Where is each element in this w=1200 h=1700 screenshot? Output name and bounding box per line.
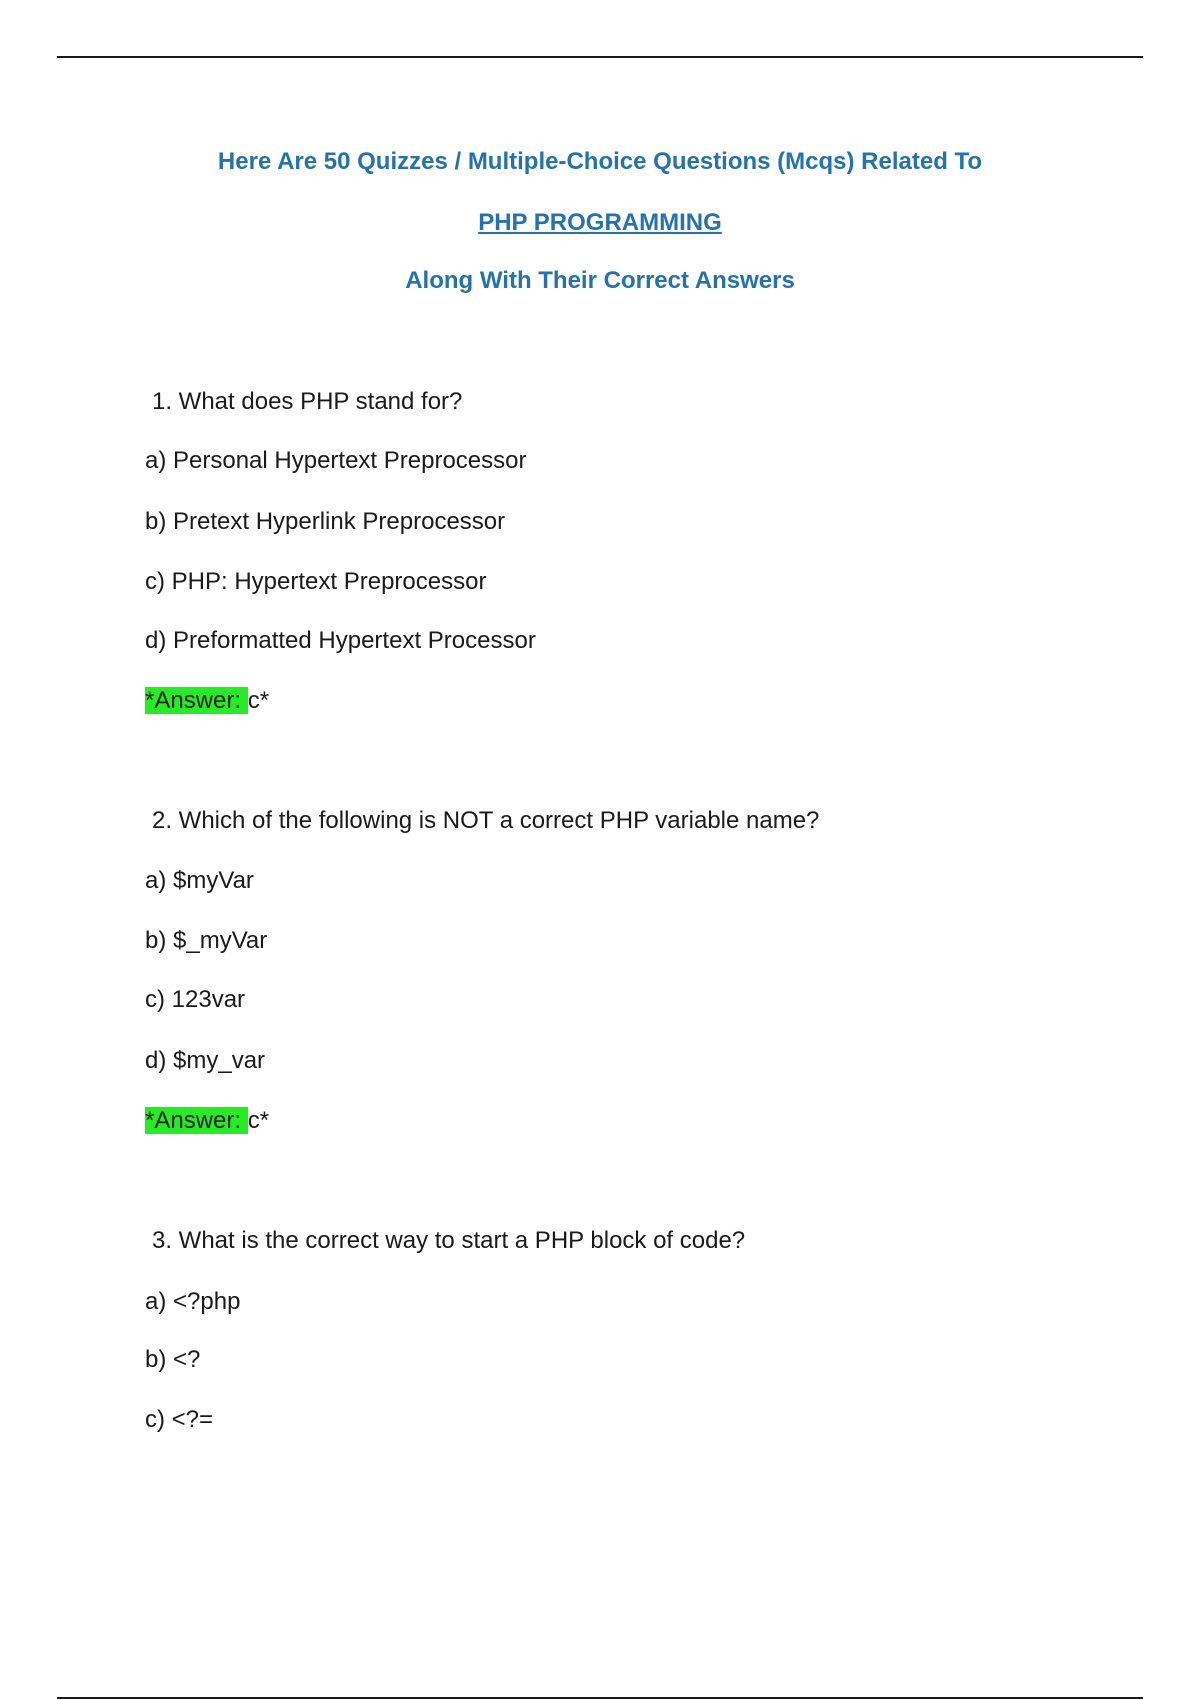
question-3-text: 3. What is the correct way to start a PHP block of code? bbox=[152, 1227, 746, 1254]
doc-heading-line-3: Along With Their Correct Answers bbox=[405, 267, 795, 294]
question-2-option-a: a) $myVar bbox=[145, 867, 254, 894]
question-1-answer bbox=[145, 685, 269, 717]
question-3-option-a: a) <?php bbox=[145, 1288, 241, 1315]
question-1-option-b: b) Pretext Hyperlink Preprocessor bbox=[145, 508, 506, 535]
bottom-rule bbox=[57, 1697, 1143, 1699]
question-2-option-c: c) 123var bbox=[145, 986, 246, 1013]
question-2-text: 2. Which of the following is NOT a correct PHP variable name? bbox=[152, 807, 820, 834]
answer-value: c* bbox=[247, 1107, 270, 1134]
question-1-option-c: c) PHP: Hypertext Preprocessor bbox=[145, 568, 487, 595]
top-rule bbox=[57, 56, 1143, 58]
doc-heading-line-1: Here Are 50 Quizzes / Multiple-Choice Questions (Mcqs) Related To bbox=[217, 148, 983, 175]
doc-heading-subject: PHP PROGRAMMING bbox=[478, 209, 722, 236]
question-2-option-d: d) $my_var bbox=[145, 1047, 266, 1074]
question-2-option-b: b) $_myVar bbox=[145, 927, 268, 954]
question-2-answer bbox=[145, 1105, 269, 1137]
question-1-option-d: d) Preformatted Hypertext Processor bbox=[145, 627, 536, 654]
question-1-text: 1. What does PHP stand for? bbox=[152, 388, 463, 415]
answer-label-highlight: *Answer: bbox=[145, 1107, 248, 1134]
question-3-option-c: c) <?= bbox=[145, 1406, 214, 1433]
answer-label-highlight: *Answer: bbox=[145, 687, 248, 714]
answer-value: c* bbox=[247, 687, 270, 714]
question-1-option-a: a) Personal Hypertext Preprocessor bbox=[145, 447, 527, 474]
question-3-option-b: b) <? bbox=[145, 1346, 201, 1373]
